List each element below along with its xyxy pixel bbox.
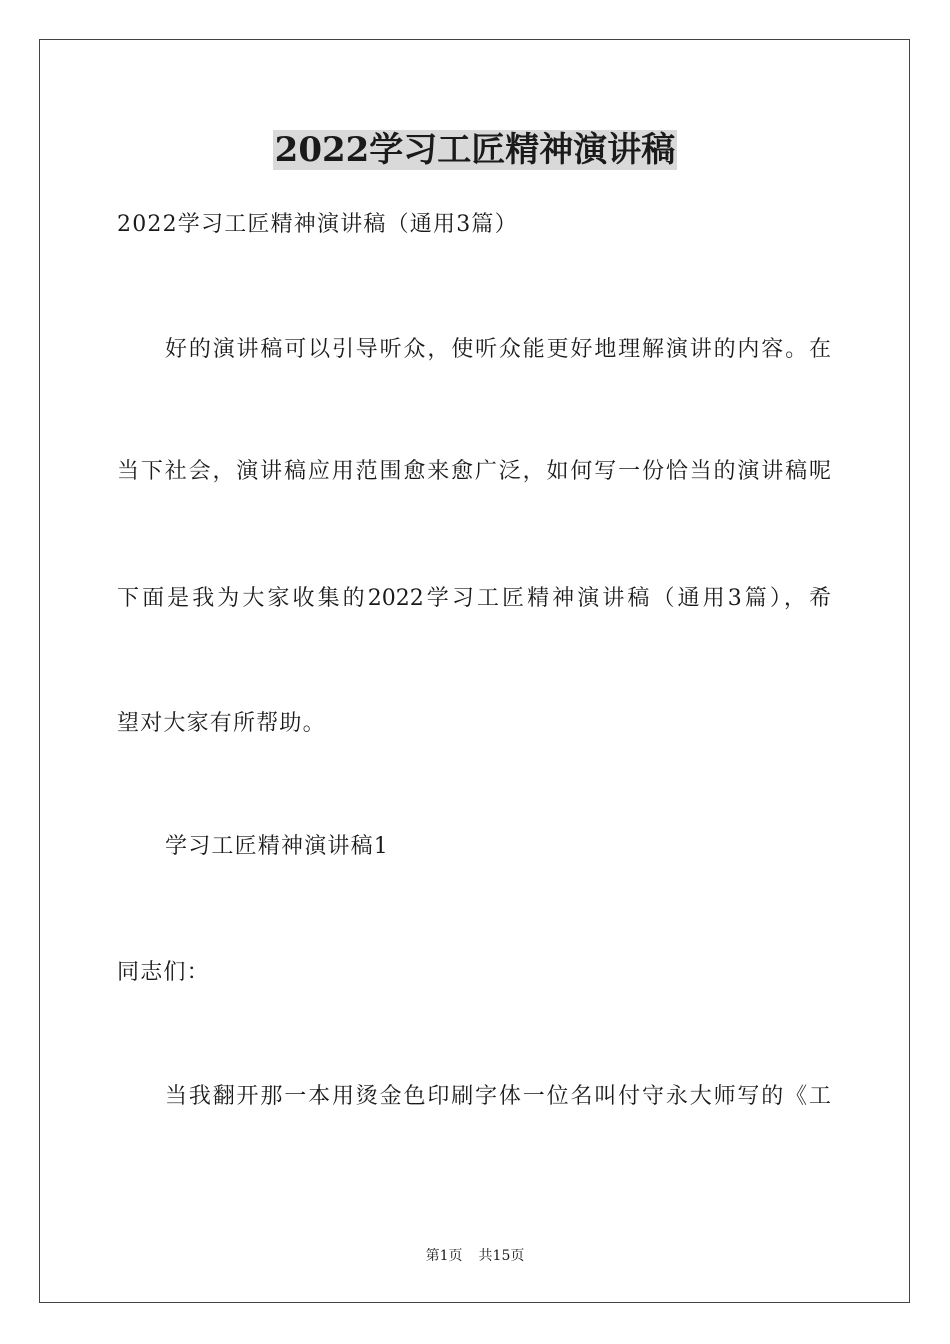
document-subtitle: 2022学习工匠精神演讲稿（通用3篇） — [117, 212, 518, 237]
page-footer — [0, 1246, 950, 1266]
intro-line-3: 下面是我为大家收集的2022学习工匠精神演讲稿（通用3篇），希 — [117, 586, 831, 611]
document-title-text: 2022学习工匠精神演讲稿 — [274, 130, 676, 170]
intro-line-4: 望对大家有所帮助。 — [117, 711, 326, 736]
body-line-1: 当我翻开那一本用烫金色印刷字体一位名叫付守永大师写的《工 — [165, 1084, 831, 1109]
section-heading: 学习工匠精神演讲稿1 — [165, 834, 389, 859]
intro-line-2: 当下社会，演讲稿应用范围愈来愈广泛，如何写一份恰当的演讲稿呢 — [117, 459, 831, 484]
page-number: 第1页 — [425, 1248, 463, 1264]
salutation: 同志们： — [117, 960, 210, 985]
intro-line-1: 好的演讲稿可以引导听众，使听众能更好地理解演讲的内容。在 — [165, 337, 831, 362]
document-title — [0, 128, 950, 172]
page-total: 共15页 — [478, 1248, 525, 1264]
